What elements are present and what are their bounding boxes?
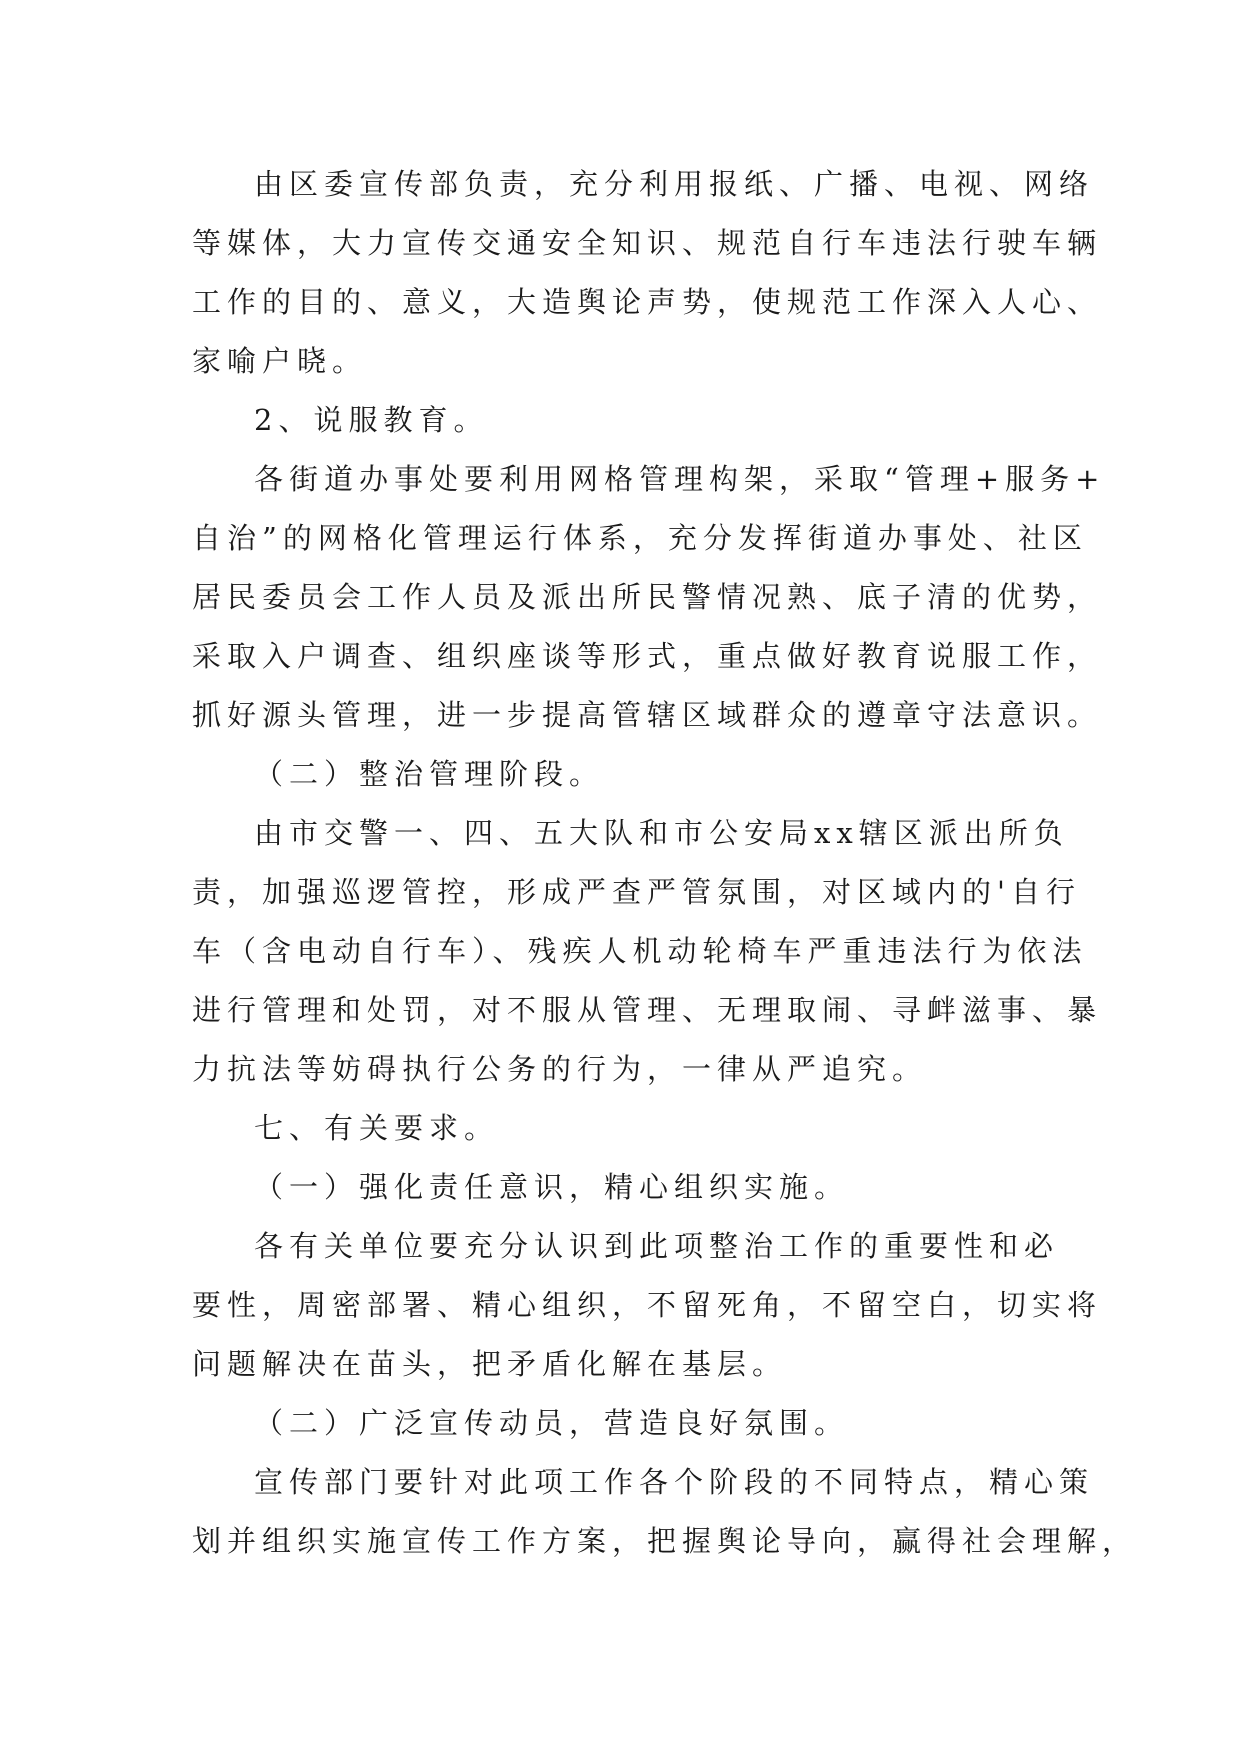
- text-line: 等媒体，大力宣传交通安全知识、规范自行车违法行驶车辆: [192, 226, 1103, 260]
- text-line: 要性，周密部署、精心组织，不留死角，不留空白，切实将: [192, 1288, 1103, 1322]
- text-line: 抓好源头管理，进一步提高管辖区域群众的遵章守法意识。: [192, 698, 1103, 732]
- text-line: 力抗法等妨碍执行公务的行为，一律从严追究。: [192, 1052, 928, 1086]
- text-line: 宣传部门要针对此项工作各个阶段的不同特点，精心策: [254, 1465, 1095, 1499]
- text-line: 工作的目的、意义，大造舆论声势，使规范工作深入人心、: [192, 285, 1103, 319]
- text-line: 各街道办事处要利用网格管理构架，采取“管理+服务+: [254, 462, 1106, 496]
- text-line: 自治”的网格化管理运行体系，充分发挥街道办事处、社区: [192, 521, 1088, 555]
- section-heading: （二）整治管理阶段。: [254, 757, 605, 791]
- text-line: 各有关单位要充分认识到此项整治工作的重要性和必: [254, 1229, 1060, 1263]
- text-line: 划并组织实施宣传工作方案，把握舆论导向，赢得社会理解，: [192, 1524, 1138, 1558]
- text-line: 进行管理和处罚，对不服从管理、无理取闹、寻衅滋事、暴: [192, 993, 1103, 1027]
- text-line: 问题解决在苗头，把矛盾化解在基层。: [192, 1347, 788, 1381]
- section-heading: （二）广泛宣传动员，营造良好氛围。: [254, 1406, 850, 1440]
- section-heading: 2、说服教育。: [254, 403, 489, 437]
- section-heading: （一）强化责任意识，精心组织实施。: [254, 1170, 850, 1204]
- text-line: 居民委员会工作人员及派出所民警情况熟、底子清的优势，: [192, 580, 1103, 614]
- text-line: 采取入户调查、组织座谈等形式，重点做好教育说服工作，: [192, 639, 1103, 673]
- text-line: 家喻户晓。: [192, 344, 368, 378]
- document-body: [192, 155, 1138, 1571]
- text-line: 由区委宣传部负责，充分利用报纸、广播、电视、网络: [254, 167, 1095, 201]
- text-line: 车（含电动自行车）、残疾人机动轮椅车严重违法行为依法: [192, 934, 1088, 968]
- text-line: 责，加强巡逻管控，形成严查严管氛围，对区域内的'自行: [192, 875, 1081, 909]
- text-line: 由市交警一、四、五大队和市公安局xx辖区派出所负: [254, 816, 1069, 850]
- section-heading: 七、有关要求。: [254, 1111, 500, 1145]
